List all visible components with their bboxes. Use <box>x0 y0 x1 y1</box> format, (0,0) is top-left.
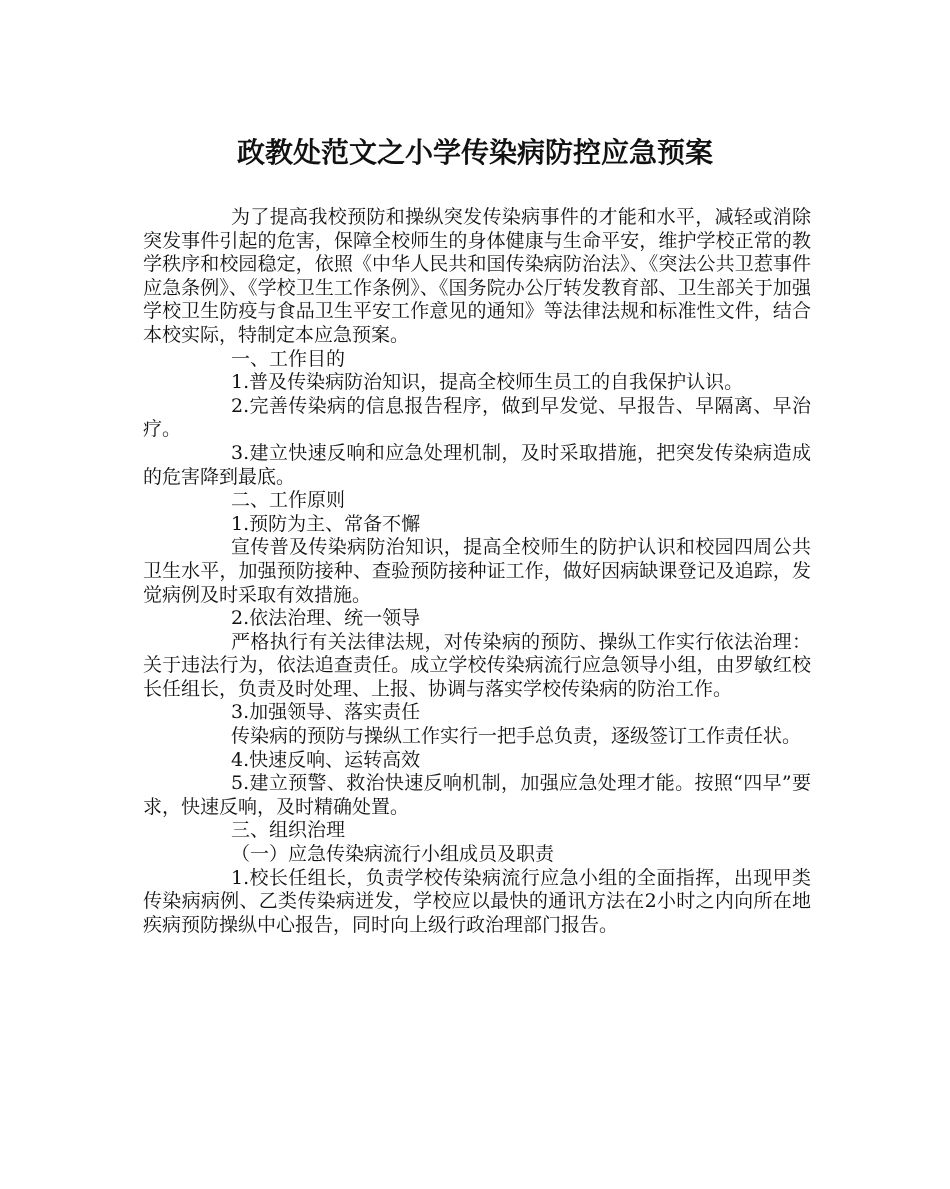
principle-heading-1: 1.预防为主、常备不懈 <box>231 512 421 535</box>
principle-paragraph-3: 传染病的预防与操纵工作实行一把手总负责，逐级签订工作责任状。 <box>231 725 802 748</box>
principle-paragraph-5: 5.建立预警、救治快速反响机制，加强应急处理才能。按照“四早”要求，快速反响，及时精确处置。 <box>143 772 811 818</box>
principle-heading-3: 3.加强领导、落实责任 <box>231 701 421 724</box>
subsection-heading-team: （一）应急传染病流行小组成员及职责 <box>231 843 555 866</box>
team-duty-1: 1.校长任组长，负责学校传染病流行应急小组的全面指挥，出现甲类传染病病例、乙类传染病迸发，学校应以最快的通讯方法在2小时之内向所在地疾病预防操纵中心报告，同时向上级行政治理部门报告。 <box>143 866 811 936</box>
document-title: 政教处范文之小学传染病防控应急预案 <box>236 136 713 169</box>
principle-paragraph-2: 严格执行有关法律法规，对传染病的预防、操纵工作实行依法治理：关于违法行为，依法追查责任。成立学校传染病流行应急领导小组，由罗敏红校长任组长，负责及时处理、上报、协调与落实学校传染病的防治工作。 <box>143 630 811 700</box>
principle-paragraph-1: 宣传普及传染病防治知识，提高全校师生的防护认识和校园四周公共卫生水平，加强预防接种、查验预防接种证工作，做好因病缺课登记及追踪，发觉病例及时采取有效措施。 <box>143 536 811 606</box>
section-heading-work-principles: 二、工作原则 <box>231 489 346 512</box>
objective-item-1: 1.普及传染病防治知识，提高全校师生员工的自我保护认识。 <box>231 371 744 394</box>
section-heading-organization: 三、组织治理 <box>231 819 346 842</box>
section-heading-work-objectives: 一、工作目的 <box>231 347 346 370</box>
intro-paragraph: 为了提高我校预防和操纵突发传染病事件的才能和水平，减轻或消除突发事件引起的危害，保障全校师生的身体健康与生命平安，维护学校正常的教学秩序和校园稳定，依照《中华人民共和国传染病防治法》、《突法公共卫惹事件应急条例》、《学校卫生工作条例》、《国务院办公厅转发教育部、卫生部关于加强学校卫生防疫与食品卫生平安工作意见的通知》等法律法规和标准性文件，结合本校实际，特制定本应急预案。 <box>143 206 811 346</box>
objective-item-3: 3.建立快速反响和应急处理机制，及时采取措施，把突发传染病造成的危害降到最底。 <box>143 441 811 488</box>
document-body <box>143 206 811 937</box>
principle-heading-2: 2.依法治理、统一领导 <box>231 607 421 630</box>
objective-item-2: 2.完善传染病的信息报告程序，做到早发觉、早报告、早隔离、早治疗。 <box>143 394 811 441</box>
principle-heading-4: 4.快速反响、运转高效 <box>231 748 421 771</box>
